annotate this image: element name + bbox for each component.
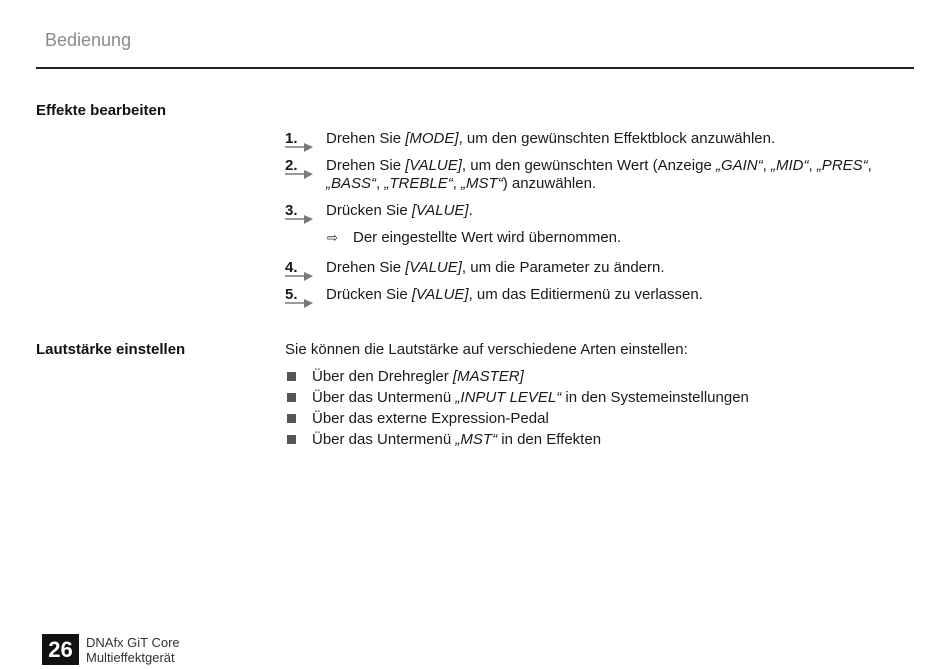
step-number: 5. <box>285 286 317 306</box>
step-arrow-icon <box>285 170 313 180</box>
list-item: Über den Drehregler [MASTER] <box>285 368 885 386</box>
section-heading-effects: Effekte bearbeiten <box>36 102 167 119</box>
step-4: 4. Drehen Sie [VALUE], um die Parameter zu ändern. <box>285 259 885 277</box>
step-arrow-icon <box>285 299 313 309</box>
page-header-title: Bedienung <box>45 30 132 50</box>
step-arrow-icon <box>285 272 313 282</box>
bullet-square-icon <box>287 393 296 402</box>
list-item: Über das externe Expression-Pedal <box>285 410 885 428</box>
volume-intro: Sie können die Lautstärke auf verschiedene Arten einstellen: <box>285 341 688 358</box>
footer-subtitle: Multieffektgerät <box>86 650 175 665</box>
result-arrow-icon: ⇨ <box>327 230 338 245</box>
page-number: 26 <box>42 634 79 665</box>
bullet-square-icon <box>287 435 296 444</box>
step-number: 1. <box>285 130 317 150</box>
effects-steps <box>285 130 885 313</box>
list-item: Über das Untermenü „INPUT LEVEL“ in den Systemeinstellungen <box>285 389 885 407</box>
section-heading-volume: Lautstärke einstellen <box>36 341 186 358</box>
bullet-square-icon <box>287 372 296 381</box>
list-item: Über das Untermenü „MST“ in den Effekten <box>285 431 885 449</box>
footer-product-name: DNAfx GiT Core <box>86 635 180 650</box>
step-result: ⇨ Der eingestellte Wert wird übernommen. <box>327 229 622 246</box>
volume-content <box>285 341 885 452</box>
step-2: 2. Drehen Sie [VALUE], um den gewünschten Wert (Anzeige „GAIN“, „MID“, „PRES“, „BASS“, „TREBLE“, „MST“) anzuwählen. <box>285 157 872 192</box>
step-arrow-icon <box>285 215 313 225</box>
step-3: 3. Drücken Sie [VALUE]. <box>285 202 885 220</box>
step-5: 5. Drücken Sie [VALUE], um das Editiermenü zu verlassen. <box>285 286 885 304</box>
step-1: 1. Drehen Sie [MODE], um den gewünschten Effektblock anzuwählen. <box>285 130 885 148</box>
bullet-square-icon <box>287 414 296 423</box>
step-number: 3. <box>285 202 317 222</box>
step-number: 4. <box>285 259 317 279</box>
header-divider <box>36 67 914 69</box>
step-arrow-icon <box>285 143 313 153</box>
step-number: 2. <box>285 157 317 177</box>
